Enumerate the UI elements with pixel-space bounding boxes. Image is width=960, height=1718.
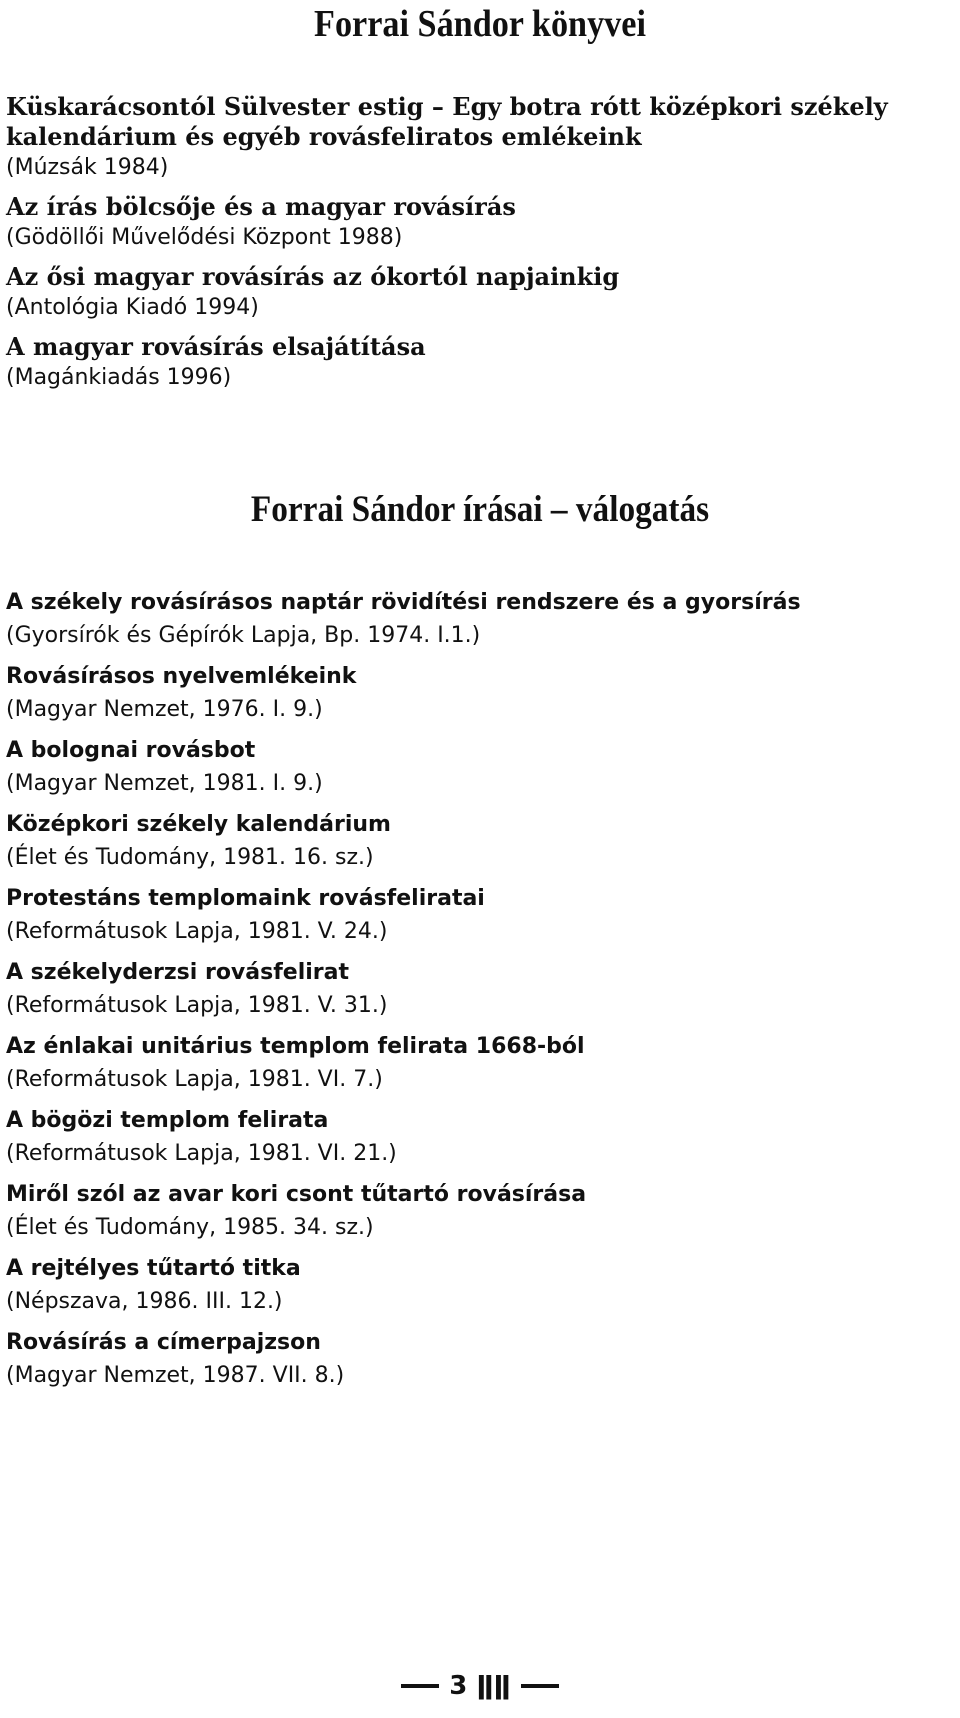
writings-list	[6, 586, 956, 1400]
writing-title: Rovásírás a címerpajzson	[6, 1330, 321, 1355]
writing-entry	[6, 882, 956, 948]
rune-glyph: ǁǁ	[476, 1670, 511, 1701]
writing-source: (Magyar Nemzet, 1987. VII. 8.)	[6, 1363, 345, 1388]
section-title: Forrai Sándor írásai – válogatás	[250, 489, 710, 530]
writing-title: Középkori székely kalendárium	[6, 812, 391, 837]
writing-source: (Népszava, 1986. III. 12.)	[6, 1289, 283, 1314]
writing-source: (Reformátusok Lapja, 1981. V. 31.)	[6, 993, 388, 1018]
book-entry	[6, 262, 956, 324]
writing-source: (Magyar Nemzet, 1976. I. 9.)	[6, 697, 323, 722]
footer-dash-left	[401, 1684, 439, 1688]
book-entry	[6, 332, 956, 394]
book-title: Az írás bölcsője és a magyar rovásírás	[6, 192, 516, 221]
writing-entry	[6, 808, 956, 874]
writing-entry	[6, 1030, 956, 1096]
book-entry	[6, 192, 956, 254]
writing-title: Protestáns templomaink rovásfeliratai	[6, 886, 485, 911]
writing-entry	[6, 1252, 956, 1318]
page-footer	[0, 1670, 960, 1701]
book-title: Az ősi magyar rovásírás az ókortól napjainkig	[6, 262, 620, 291]
writing-entry	[6, 956, 956, 1022]
book-publisher: (Gödöllői Művelődési Központ 1988)	[6, 225, 403, 250]
writing-entry	[6, 660, 956, 726]
writing-source: (Élet és Tudomány, 1985. 34. sz.)	[6, 1215, 374, 1240]
writing-source: (Reformátusok Lapja, 1981. VI. 7.)	[6, 1067, 383, 1092]
writing-source: (Magyar Nemzet, 1981. I. 9.)	[6, 771, 323, 796]
book-title: Küskarácsontól Sülvester estig – Egy botra rótt középkori székely	[6, 92, 888, 121]
writing-title: A bolognai rovásbot	[6, 738, 256, 763]
writing-source: (Gyorsírók és Gépírók Lapja, Bp. 1974. I.1.)	[6, 623, 481, 648]
writing-title: Rovásírásos nyelvemlékeink	[6, 664, 357, 689]
writing-entry	[6, 1104, 956, 1170]
writing-entry	[6, 1326, 956, 1392]
book-title-continued: kalendárium és egyéb rovásfeliratos emlékeink	[6, 122, 642, 151]
writing-entry	[6, 586, 956, 652]
footer-dash-right	[521, 1684, 559, 1688]
page-title: Forrai Sándor könyvei	[314, 3, 646, 45]
writing-title: A székelyderzsi rovásfelirat	[6, 960, 349, 985]
writing-title: A székely rovásírásos naptár rövidítési rendszere és a gyorsírás	[6, 590, 801, 615]
book-entry	[6, 92, 956, 184]
writing-title: A rejtélyes tűtartó titka	[6, 1256, 301, 1281]
writing-source: (Élet és Tudomány, 1981. 16. sz.)	[6, 845, 374, 870]
book-publisher: (Múzsák 1984)	[6, 155, 169, 180]
writing-source: (Reformátusok Lapja, 1981. V. 24.)	[6, 919, 388, 944]
writing-title: A bögözi templom felirata	[6, 1108, 329, 1133]
book-publisher: (Magánkiadás 1996)	[6, 365, 232, 390]
page-number: 3	[449, 1670, 468, 1701]
writing-entry	[6, 734, 956, 800]
writing-title: Az énlakai unitárius templom felirata 1668-ból	[6, 1034, 585, 1059]
book-publisher: (Antológia Kiadó 1994)	[6, 295, 259, 320]
books-list	[6, 92, 956, 402]
writing-source: (Reformátusok Lapja, 1981. VI. 21.)	[6, 1141, 397, 1166]
writing-title: Miről szól az avar kori csont tűtartó rovásírása	[6, 1182, 587, 1207]
writing-entry	[6, 1178, 956, 1244]
book-title: A magyar rovásírás elsajátítása	[6, 332, 426, 361]
